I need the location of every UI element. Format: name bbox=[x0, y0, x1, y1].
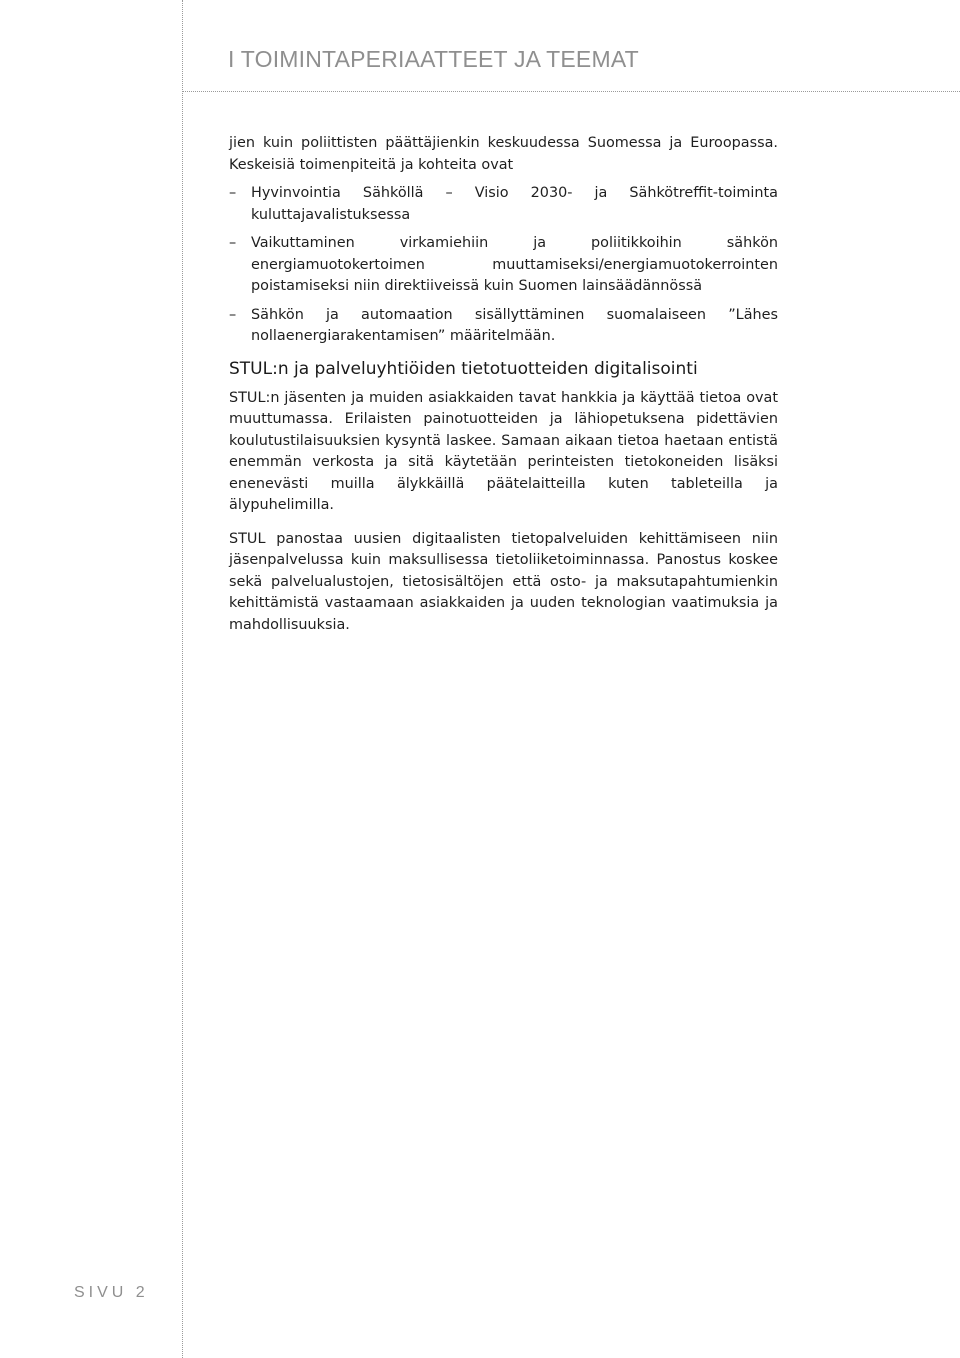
measures-list bbox=[229, 183, 778, 348]
list-item-text: Hyvinvointia Sähköllä – Visio 2030- ja Sähkötreffit-toiminta kuluttajavalistuksessa bbox=[251, 185, 778, 223]
chapter-title: I TOIMINTAPERIAATTEET JA TEEMAT bbox=[228, 46, 639, 72]
dash-marker: – bbox=[229, 235, 237, 251]
list-item bbox=[229, 183, 778, 226]
list-item-text: Vaikuttaminen virkamiehiin ja poliitikkoihin sähkön energiamuotokertoimen muuttamiseksi/energiamuotokerrointen poistamiseksi niin direktiiveissä kuin Suomen lainsäädännössä bbox=[251, 235, 778, 294]
list-item bbox=[229, 233, 778, 298]
dash-marker: – bbox=[229, 185, 237, 201]
margin-divider-vertical bbox=[182, 0, 183, 1358]
list-item bbox=[229, 305, 778, 348]
body-text bbox=[229, 133, 778, 636]
body-paragraph: STUL:n jäsenten ja muiden asiakkaiden tavat hankkia ja käyttää tietoa ovat muuttumassa. Erilaisten painotuotteiden ja lähiopetuksena pidettävien koulutustilaisuuksien kysyntä laskee. Samaan aikaan tietoa haetaan entistä enemmän verkosta ja sitä käytetään perinteisten tietokoneiden lisäksi enenevästi muilla älykkäillä päätelaitteilla kuten tableteilla ja älypuhelimilla. bbox=[229, 389, 778, 513]
dash-marker: – bbox=[229, 306, 237, 323]
list-item-text: Sähkön ja automaation sisällyttäminen suomalaiseen ”Lähes nollaenergiarakentamisen” määritelmään. bbox=[251, 306, 778, 344]
body-paragraph: STUL panostaa uusien digitaalisten tietopalveluiden kehittämiseen niin jäsenpalvelussa kuin maksullisessa tietoliiketoiminnassa. Panostus koskee sekä palvelualustojen, tietosisältöjen että osto- ja maksutapahtumienkin kehittämistä vastaamaan asiakkaiden ja uuden teknologian vaatimuksia ja mahdollisuuksia. bbox=[229, 530, 778, 633]
page-number: SIVU 2 bbox=[74, 1284, 149, 1301]
section-heading: STUL:n ja palveluyhtiöiden tietotuotteiden digitalisointi bbox=[229, 358, 698, 379]
header-divider bbox=[182, 91, 960, 92]
intro-paragraph: jien kuin poliittisten päättäjienkin keskuudessa Suomessa ja Euroopassa. Keskeisiä toimenpiteitä ja kohteita ovat bbox=[229, 135, 778, 173]
